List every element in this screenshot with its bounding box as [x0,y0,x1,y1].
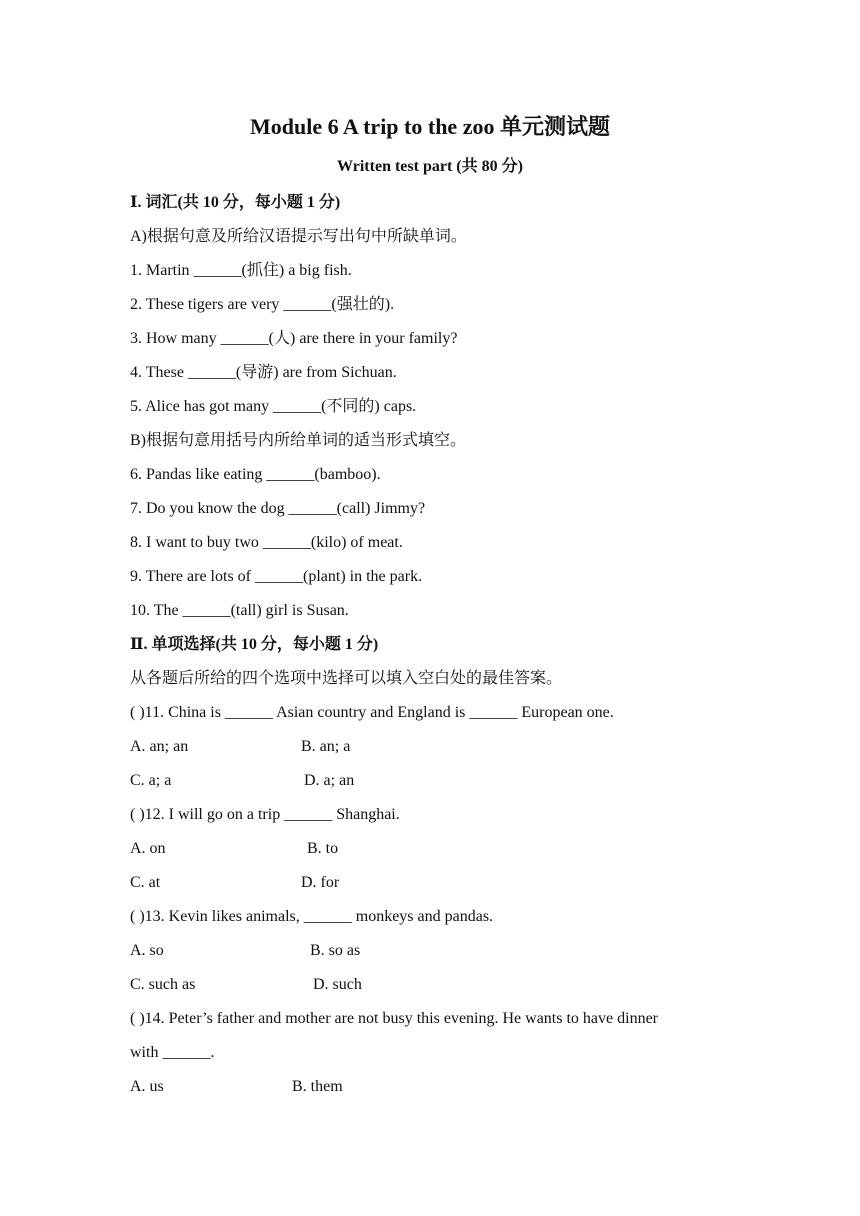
question-12-option-c: C. at [130,874,161,891]
question-13-option-b: B. so as [310,942,361,959]
question-11-stem: ( )11. China is ______ Asian country and England is ______ European one. [130,704,614,721]
question-12-option-b: B. to [307,840,339,857]
question-11-options-row-2 [130,764,730,798]
question-13-option-d: D. such [313,976,362,993]
question-13-option-a: A. so [130,942,164,959]
question-6: 6. Pandas like eating ______(bamboo). [130,466,381,483]
question-12-stem: ( )12. I will go on a trip ______ Shanghai. [130,806,400,823]
question-2: 2. These tigers are very ______(强壮的). [130,296,395,313]
section-2-instruction: 从各题后所给的四个选项中选择可以填入空白处的最佳答案。 [130,670,563,687]
question-14-stem-line-2: with ______. [130,1044,215,1061]
part-a-instruction: A)根据句意及所给汉语提示写出句中所缺单词。 [130,228,467,245]
question-3: 3. How many ______(人) are there in your family? [130,330,458,347]
question-5: 5. Alice has got many ______(不同的) caps. [130,398,417,415]
question-12-option-d: D. for [301,874,340,891]
question-14-option-b: B. them [292,1078,343,1095]
section-1-heading: Ⅰ. 词汇(共 10 分，每小题 1 分) [130,194,341,211]
page-subtitle: Written test part (共 80 分) [337,158,523,175]
question-8: 8. I want to buy two ______(kilo) of meat. [130,534,403,551]
question-4: 4. These ______(导游) are from Sichuan. [130,364,397,381]
question-13-stem: ( )13. Kevin likes animals, ______ monkeys and pandas. [130,908,494,925]
question-11-option-a: A. an; an [130,738,189,755]
question-9: 9. There are lots of ______(plant) in the park. [130,568,423,585]
document-body [130,186,730,1104]
question-7: 7. Do you know the dog ______(call) Jimmy? [130,500,426,517]
question-12-option-a: A. on [130,840,166,857]
question-11-options-row-1 [130,730,730,764]
question-13-options-row-2 [130,968,730,1002]
page-title: Module 6 A trip to the zoo 单元测试题 [250,114,610,139]
question-13-options-row-1 [130,934,730,968]
question-10: 10. The ______(tall) girl is Susan. [130,602,349,619]
question-11-option-b: B. an; a [301,738,351,755]
question-13-option-c: C. such as [130,976,196,993]
question-14-stem-line-1: ( )14. Peter’s father and mother are not busy this evening. He wants to have dinner [130,1010,658,1027]
question-14-options-row-1 [130,1070,730,1104]
question-14-option-a: A. us [130,1078,164,1095]
question-1: 1. Martin ______(抓住) a big fish. [130,262,352,279]
question-11-option-c: C. a; a [130,772,172,789]
question-12-options-row-2 [130,866,730,900]
question-11-option-d: D. a; an [304,772,355,789]
part-b-instruction: B)根据句意用括号内所给单词的适当形式填空。 [130,432,467,449]
section-2-heading: Ⅱ. 单项选择(共 10 分，每小题 1 分) [130,636,379,653]
question-12-options-row-1 [130,832,730,866]
